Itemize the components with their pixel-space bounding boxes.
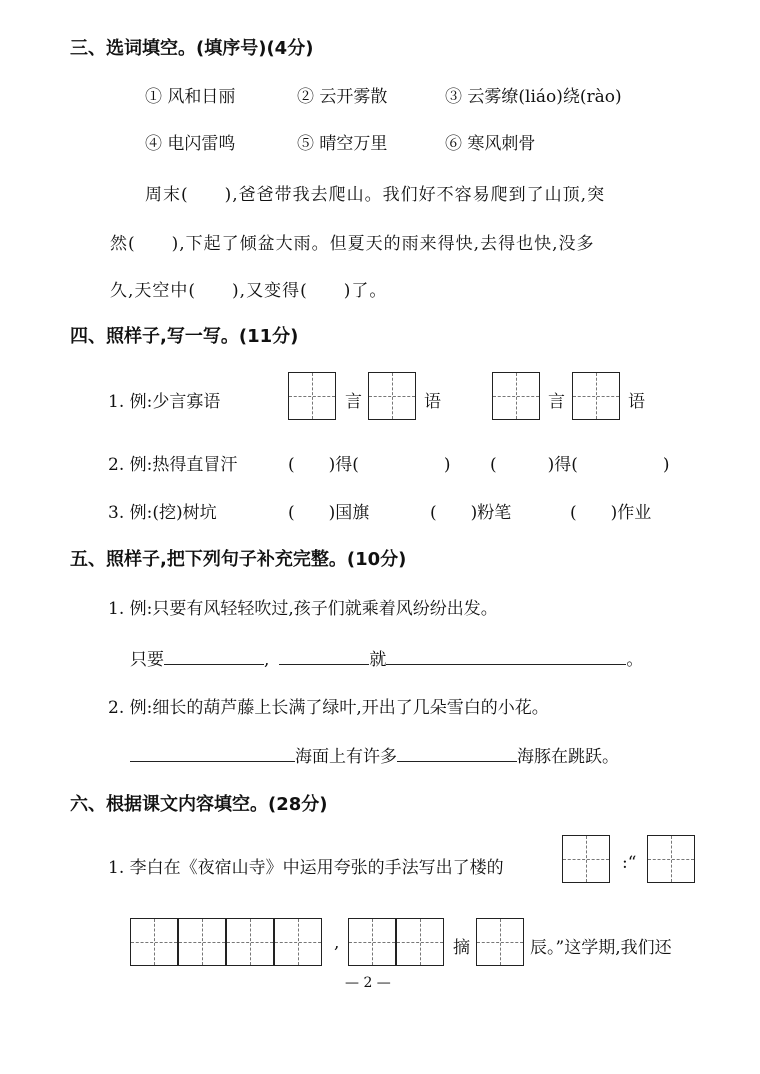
q5-2-mid: 海面上有许多 — [295, 747, 397, 767]
q5-2-end: 海豚在跳跃。 — [517, 747, 619, 767]
q4-3-blank3[interactable]: ( )作业 — [570, 503, 652, 523]
grid-box[interactable] — [368, 372, 416, 420]
q4-1-word4: 语 — [628, 392, 645, 412]
para-line-2: 然( ),下起了倾盆大雨。但夏天的雨来得快,去得也快,没多 — [110, 234, 595, 254]
grid-box[interactable] — [130, 918, 178, 966]
answer-line[interactable] — [386, 648, 626, 665]
q6-1-rest: 辰。”这学期,我们还 — [530, 938, 672, 958]
grid-box[interactable] — [274, 918, 322, 966]
page-number: — 2 — — [345, 975, 391, 991]
q4-1-word1: 言 — [345, 392, 362, 412]
q4-2-blank1[interactable]: ( )得( ) — [288, 455, 451, 475]
q4-1-word2: 语 — [424, 392, 441, 412]
grid-box[interactable] — [288, 372, 336, 420]
q4-3-label: 3. 例:(挖)树坑 — [108, 503, 217, 523]
q5-1-answer — [130, 645, 643, 670]
q6-1-comma: , — [334, 933, 340, 953]
grid-box[interactable] — [226, 918, 274, 966]
option-4: ④ 电闪雷鸣 — [145, 134, 236, 154]
answer-line[interactable] — [130, 745, 295, 762]
para-line-1: 周末( ),爸爸带我去爬山。我们好不容易爬到了山顶,突 — [145, 185, 606, 205]
grid-box[interactable] — [562, 835, 610, 883]
section4-title: 四、照样子,写一写。(11分) — [70, 326, 299, 347]
q6-1-pick: 摘 — [453, 938, 470, 958]
answer-line[interactable] — [164, 648, 264, 665]
q4-2-label: 2. 例:热得直冒汗 — [108, 455, 238, 475]
grid-box[interactable] — [348, 918, 396, 966]
q5-1-mid: 就 — [369, 650, 387, 670]
para-line-3: 久,天空中( ),又变得( )了。 — [110, 281, 388, 301]
q5-1-comma: , — [264, 650, 270, 670]
q4-3-blank1[interactable]: ( )国旗 — [288, 503, 370, 523]
grid-box[interactable] — [476, 918, 524, 966]
grid-box[interactable] — [396, 918, 444, 966]
q4-2-blank2[interactable]: ( )得( ) — [490, 455, 670, 475]
option-5: ⑤ 晴空万里 — [297, 134, 388, 154]
option-2: ② 云开雾散 — [297, 87, 388, 107]
grid-box[interactable] — [647, 835, 695, 883]
option-6: ⑥ 寒风刺骨 — [445, 134, 536, 154]
q4-1-label: 1. 例:少言寡语 — [108, 392, 221, 412]
q4-1-word3: 言 — [548, 392, 565, 412]
answer-line[interactable] — [279, 648, 369, 665]
option-3: ③ 云雾缭(liáo)绕(rào) — [445, 87, 622, 107]
section3-title: 三、选词填空。(填序号)(4分) — [70, 38, 314, 59]
section5-title: 五、照样子,把下列句子补充完整。(10分) — [70, 549, 407, 570]
q4-3-blank2[interactable]: ( )粉笔 — [430, 503, 512, 523]
grid-box[interactable] — [178, 918, 226, 966]
q5-1-start: 只要 — [130, 650, 164, 670]
q6-1-colon: :“ — [622, 853, 637, 873]
q5-2-example: 2. 例:细长的葫芦藤上长满了绿叶,开出了几朵雪白的小花。 — [108, 698, 549, 718]
section6-title: 六、根据课文内容填空。(28分) — [70, 794, 328, 815]
option-1: ① 风和日丽 — [145, 87, 236, 107]
grid-box[interactable] — [572, 372, 620, 420]
answer-line[interactable] — [397, 745, 517, 762]
q6-1-text: 1. 李白在《夜宿山寺》中运用夸张的手法写出了楼的 — [108, 858, 504, 878]
q5-1-end: 。 — [626, 650, 644, 670]
q5-2-answer — [130, 742, 619, 767]
grid-box[interactable] — [492, 372, 540, 420]
q5-1-example: 1. 例:只要有风轻轻吹过,孩子们就乘着风纷纷出发。 — [108, 599, 498, 619]
